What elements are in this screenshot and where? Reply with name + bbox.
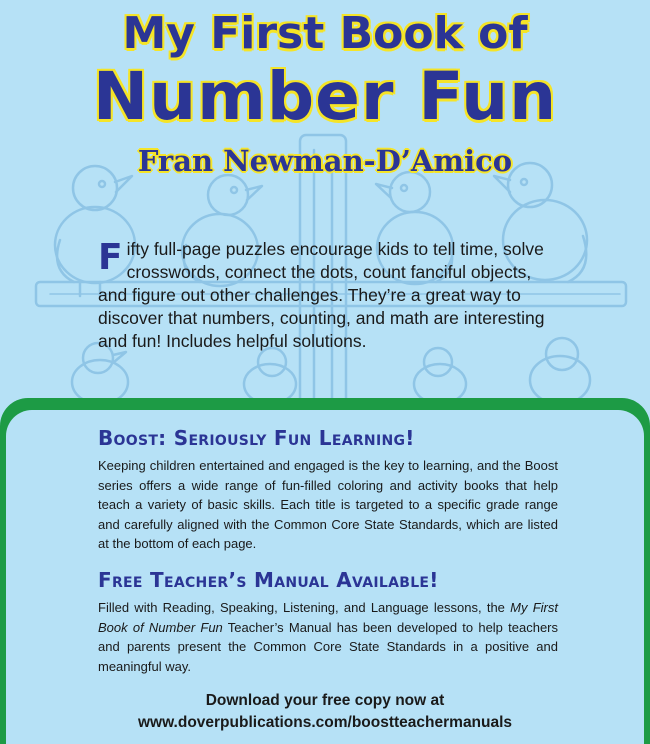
boost-paragraph: Keeping children entertained and engaged is the key to learning, and the Boost series offers a wide range of fun-filled coloring and activity books that help teach a variety of basic skills. Each title is targeted to a specific grade range and carefully aligned with the Common Core State Standards, which are listed at the bottom of each page. (98, 458, 558, 551)
intro-text: ifty full-page puzzles encourage kids to tell time, solve crosswords, connect the dots, count fanciful objects, and figure out other challenges. They’re a great way to discover that numbers, counting, and math are interesting and fun! Includes helpful solutions. (98, 239, 545, 351)
intro-paragraph (98, 238, 558, 353)
author-name: Fran Newman-D’Amico (137, 144, 513, 178)
manual-text-before: Filled with Reading, Speaking, Listening, and Language lessons, the (98, 600, 511, 615)
boost-heading: Boost: Seriously Fun Learning! (98, 426, 415, 450)
manual-book-title: My First Book of Number Fun (98, 600, 558, 635)
download-url[interactable]: www.doverpublications.com/boostteachermanuals (137, 714, 513, 731)
book-title-line1: My First Book of (122, 8, 528, 59)
manual-text-after: Teacher’s Manual has been developed to help teachers and parents present the Common Core State Standards in a positive and meaningful way. (98, 619, 558, 674)
download-prompt: Download your free copy now at (205, 692, 445, 709)
manual-heading: Free Teacher’s Manual Available! (98, 568, 439, 592)
book-title-line2: Number Fun (92, 58, 558, 135)
manual-paragraph (98, 598, 558, 676)
drop-cap: F (98, 237, 123, 278)
